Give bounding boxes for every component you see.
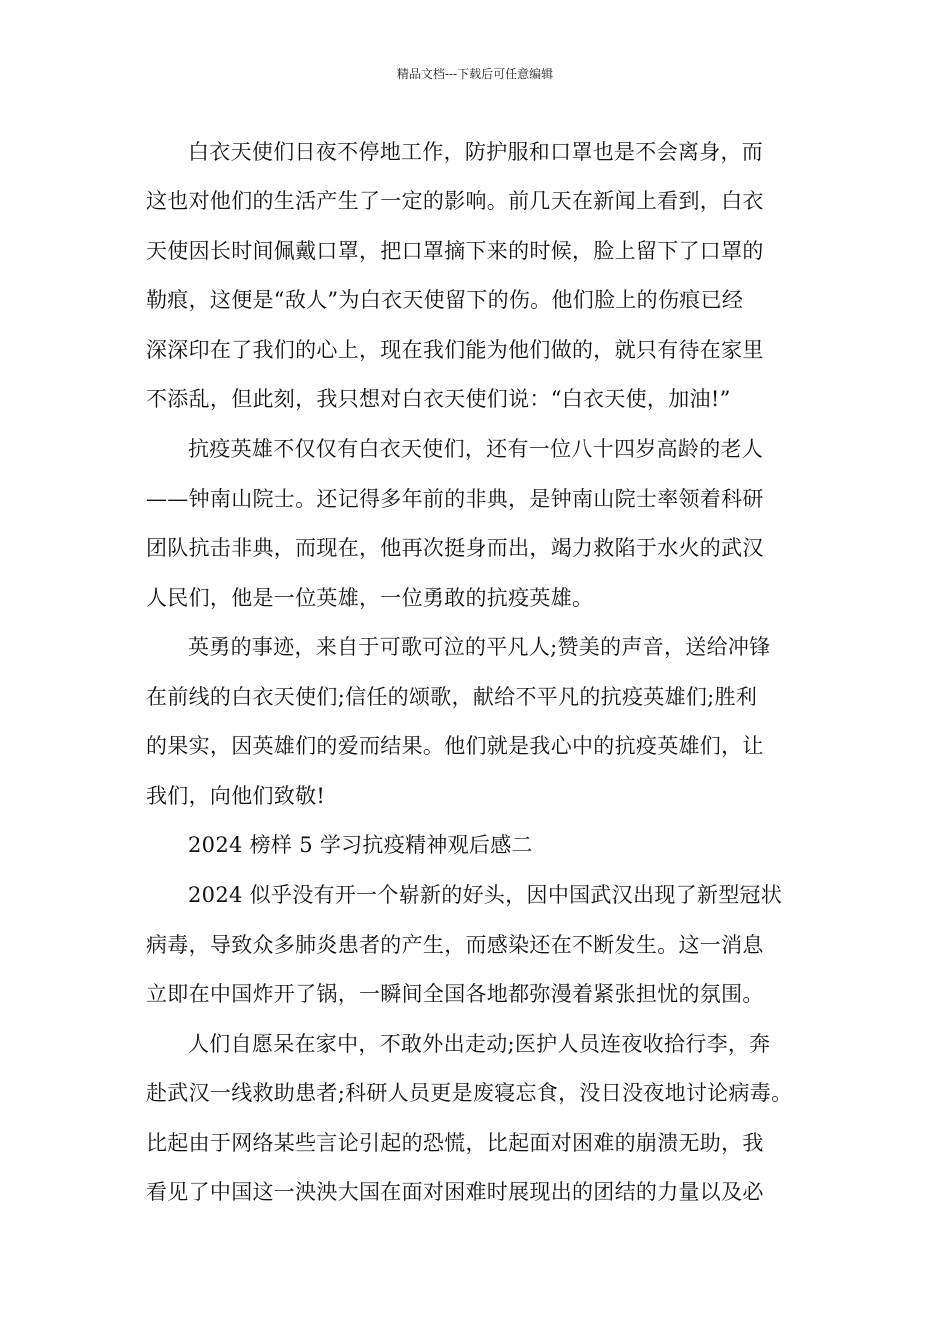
body-line: 团队抗击非典，而现在，他再次挺身而出，竭力救陷于水火的武汉 xyxy=(146,536,764,560)
body-line: 比起由于网络某些言论引起的恐慌，比起面对困难的崩溃无助，我 xyxy=(146,1131,764,1155)
body-line: 不添乱，但此刻，我只想对白衣天使们说：“白衣天使，加油!” xyxy=(146,387,731,411)
body-line: 英勇的事迹，来自于可歌可泣的平凡人;赞美的声音，送给冲锋 xyxy=(188,635,771,659)
body-line: 深深印在了我们的心上，现在我们能为他们做的，就只有待在家里 xyxy=(146,338,764,362)
body-line: 2024 似乎没有开一个崭新的好头，因中国武汉出现了新型冠状 xyxy=(188,883,783,907)
body-line: 看见了中国这一泱泱大国在面对困难时展现出的团结的力量以及必 xyxy=(146,1180,764,1204)
body-line: 勒痕，这便是“敌人”为白衣天使留下的伤。他们脸上的伤痕已经 xyxy=(146,288,744,312)
body-line: 病毒，导致众多肺炎患者的产生，而感染还在不断发生。这一消息 xyxy=(146,933,764,957)
body-line: 人们自愿呆在家中，不敢外出走动;医护人员连夜收拾行李，奔 xyxy=(188,1032,771,1056)
section-heading: 2024 榜样 5 学习抗疫精神观后感二 xyxy=(188,833,533,857)
body-line: 在前线的白衣天使们;信任的颂歌，献给不平凡的抗疫英雄们;胜利 xyxy=(146,685,758,709)
body-line: 立即在中国炸开了锅，一瞬间全国各地都弥漫着紧张担忧的氛围。 xyxy=(146,982,764,1006)
body-line: 抗疫英雄不仅仅有白衣天使们，还有一位八十四岁高龄的老人 xyxy=(188,437,764,461)
body-line: ——钟南山院士。还记得多年前的非典，是钟南山院士率领着科研 xyxy=(146,487,764,511)
page-header: 精品文档---下载后可任意编辑 xyxy=(396,67,554,81)
body-line: 赴武汉一线救助患者;科研人员更是废寝忘食，没日没夜地讨论病毒。 xyxy=(146,1081,793,1105)
body-line: 白衣天使们日夜不停地工作，防护服和口罩也是不会离身，而 xyxy=(188,140,764,164)
body-line: 我们，向他们致敬! xyxy=(146,784,326,808)
body-line: 人民们，他是一位英雄，一位勇敢的抗疫英雄。 xyxy=(146,586,594,610)
body-line: 天使因长时间佩戴口罩，把口罩摘下来的时候，脸上留下了口罩的 xyxy=(146,239,764,263)
body-line: 的果实，因英雄们的爱而结果。他们就是我心中的抗疫英雄们，让 xyxy=(146,734,764,758)
body-line: 这也对他们的生活产生了一定的影响。前几天在新闻上看到，白衣 xyxy=(146,189,764,213)
